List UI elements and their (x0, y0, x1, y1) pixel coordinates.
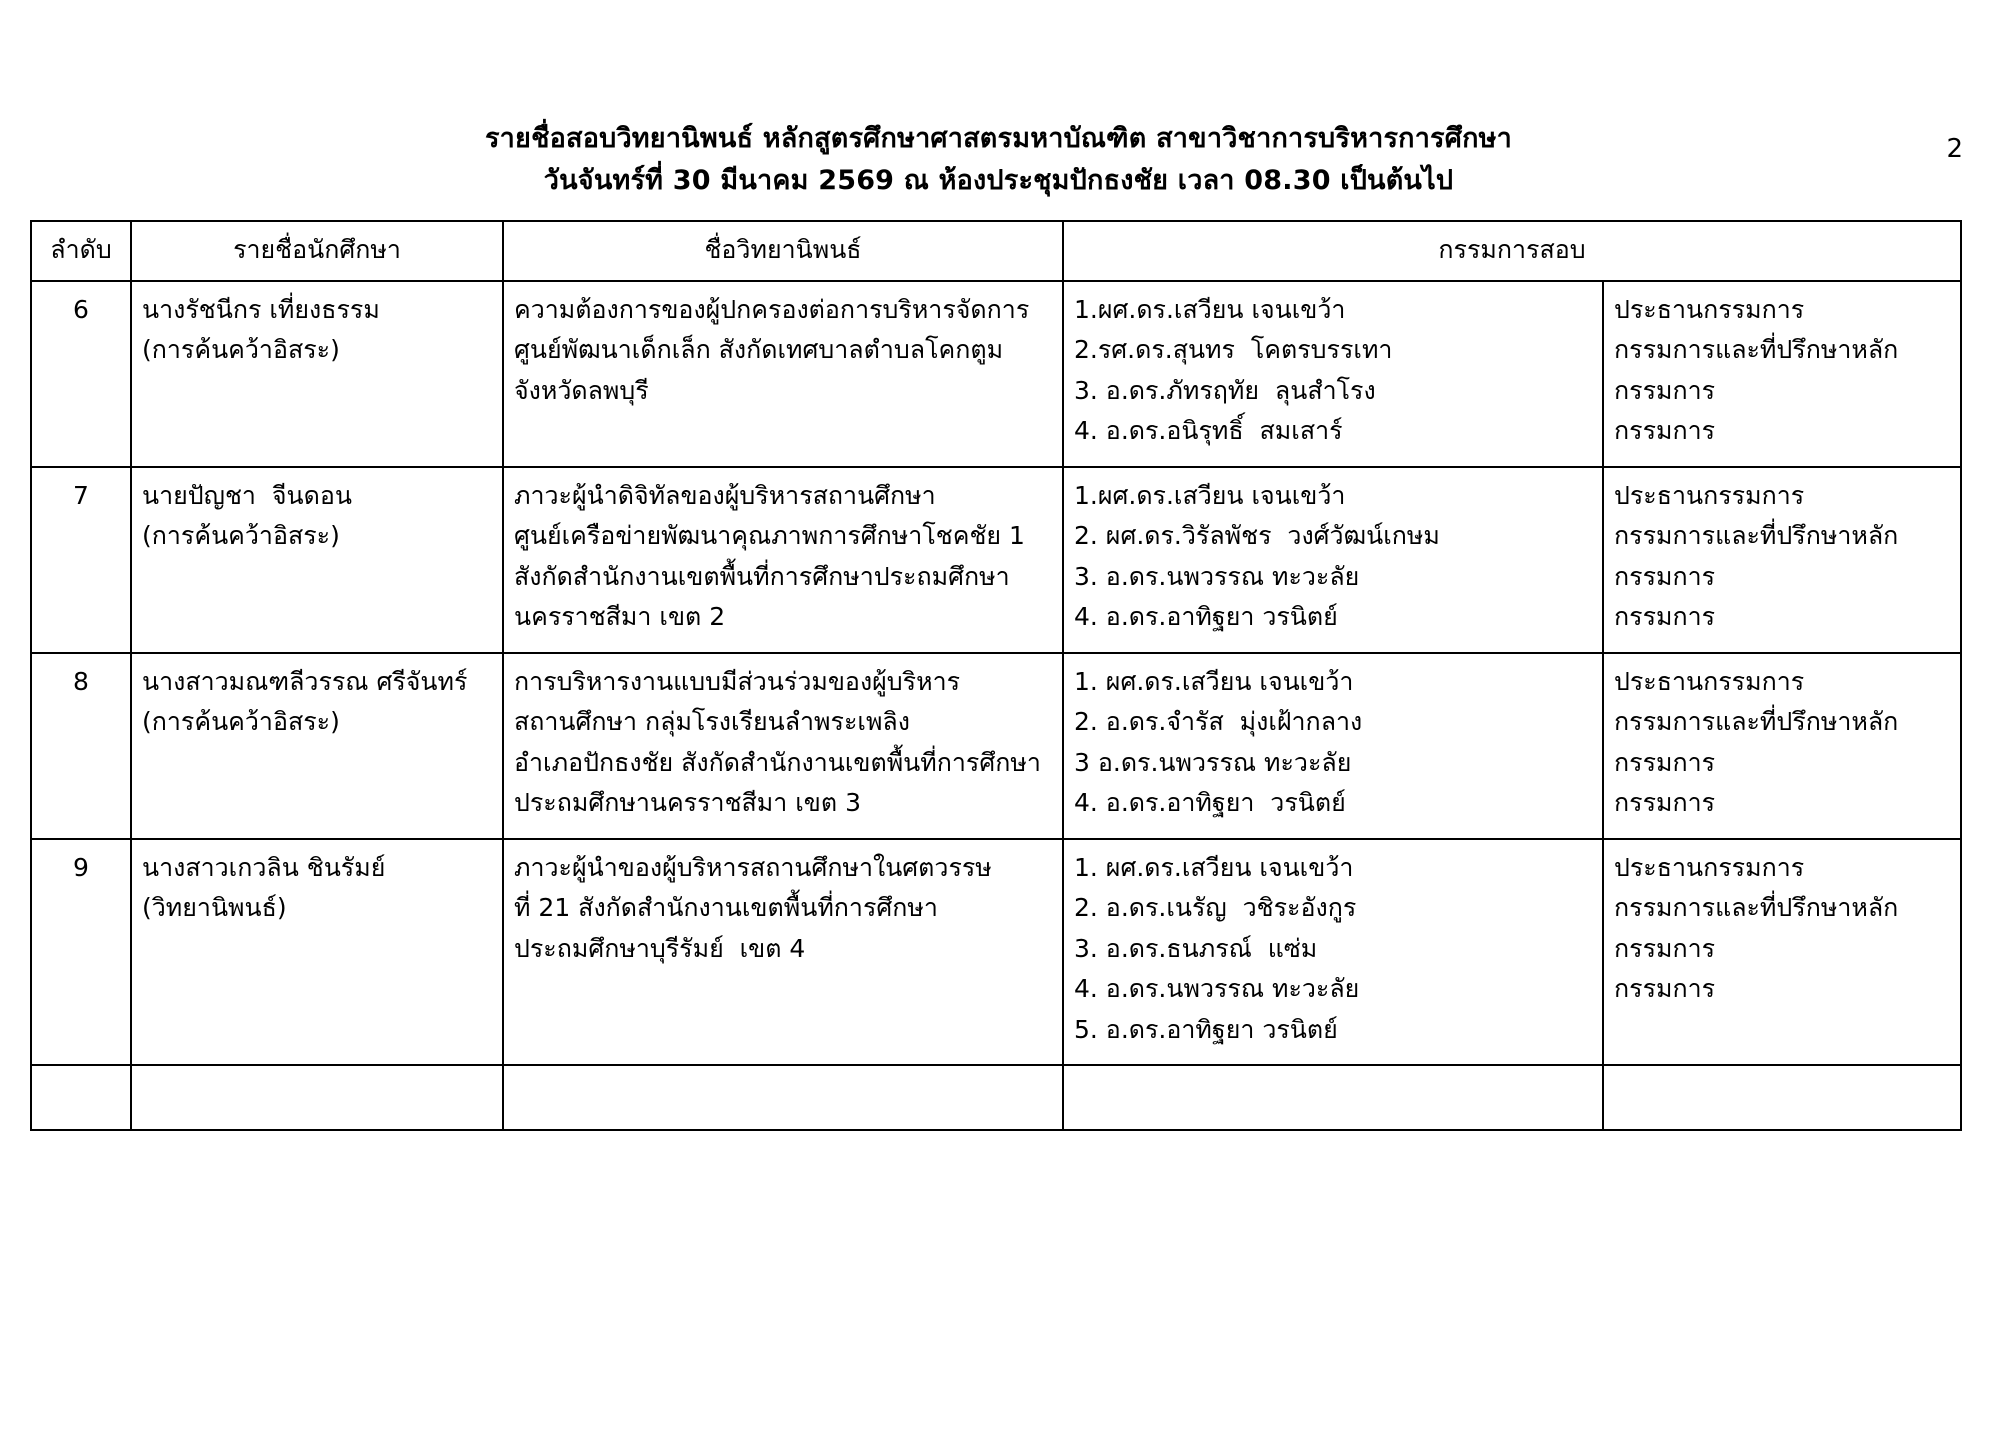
committee-member-line: 3. อ.ดร.ภัทรฤทัย ลุนสำโรง (1074, 375, 1376, 405)
committee-role-line: กรรมการและที่ปรึกษาหลัก (1614, 521, 1899, 551)
committee-role-line: ประธานกรรมการ (1614, 852, 1805, 882)
empty-cell (1063, 1065, 1603, 1130)
header-order: ลำดับ (31, 221, 131, 281)
committee-role-line: กรรมการ (1614, 416, 1716, 446)
committee-member-line: 2. อ.ดร.เนรัญ วชิระอังกูร (1074, 893, 1357, 923)
committee-role-line: กรรมการ (1614, 788, 1716, 818)
table-row (31, 839, 1961, 1066)
thesis-title-line: ที่ 21 สังกัดสำนักงานเขตพื้นที่การศึกษา (514, 893, 938, 923)
thesis-title-line: ประถมศึกษานครราชสีมา เขต 3 (514, 788, 861, 818)
committee-member-line: 1.ผศ.ดร.เสวียน เจนเขว้า (1074, 480, 1346, 510)
committee-role-line: กรรมการ (1614, 974, 1716, 1004)
cell-student-name (131, 653, 503, 839)
committee-role-line: กรรมการ (1614, 747, 1716, 777)
table-row (31, 467, 1961, 653)
cell-committee-members (1063, 839, 1603, 1066)
cell-order-number: 9 (31, 839, 131, 1066)
committee-member-line: 2. ผศ.ดร.วิรัลพัชร วงศ์วัฒน์เกษม (1074, 521, 1440, 551)
empty-cell (503, 1065, 1063, 1130)
cell-committee-members (1063, 467, 1603, 653)
cell-committee-roles (1603, 839, 1961, 1066)
cell-thesis-title (503, 467, 1063, 653)
table-row (31, 653, 1961, 839)
cell-student-name (131, 281, 503, 467)
cell-committee-roles (1603, 653, 1961, 839)
cell-thesis-title (503, 281, 1063, 467)
thesis-title-line: อำเภอปักธงชัย สังกัดสำนักงานเขตพื้นที่การศึกษา (514, 747, 1041, 777)
cell-order-number: 7 (31, 467, 131, 653)
empty-cell (131, 1065, 503, 1130)
document-page (0, 118, 1997, 1436)
committee-member-line: 4. อ.ดร.อนิรุทธิ์ สมเสาร์ (1074, 416, 1343, 446)
student-work-type: (การค้นคว้าอิสระ) (142, 707, 340, 737)
committee-role-line: กรรมการและที่ปรึกษาหลัก (1614, 893, 1899, 923)
header-committee: กรรมการสอบ (1063, 221, 1961, 281)
thesis-title-line: จังหวัดลพบุรี (514, 375, 649, 405)
student-name-text: นางสาวมณฑลีวรรณ ศรีจันทร์ (142, 666, 468, 696)
committee-member-line: 4. อ.ดร.อาทิฐยา วรนิตย์ (1074, 788, 1346, 818)
committee-member-line: 1. ผศ.ดร.เสวียน เจนเขว้า (1074, 666, 1354, 696)
committee-member-line: 4. อ.ดร.อาทิฐยา วรนิตย์ (1074, 602, 1338, 632)
table-row (31, 281, 1961, 467)
thesis-title-line: การบริหารงานแบบมีส่วนร่วมของผู้บริหาร (514, 666, 961, 696)
committee-member-line: 2.รศ.ดร.สุนทร โคตรบรรเทา (1074, 335, 1393, 365)
committee-member-line: 5. อ.ดร.อาทิฐยา วรนิตย์ (1074, 1014, 1338, 1044)
committee-role-line: ประธานกรรมการ (1614, 480, 1805, 510)
committee-role-line: ประธานกรรมการ (1614, 666, 1805, 696)
committee-role-line: กรรมการ (1614, 375, 1716, 405)
cell-committee-roles (1603, 467, 1961, 653)
student-name-text: นางสาวเกวลิน ชินรัมย์ (142, 852, 386, 882)
empty-cell (1603, 1065, 1961, 1130)
cell-thesis-title (503, 839, 1063, 1066)
thesis-title-line: สังกัดสำนักงานเขตพื้นที่การศึกษาประถมศึกษา (514, 561, 1010, 591)
page-number: 2 (1946, 134, 1963, 164)
thesis-title-line: ประถมศึกษาบุรีรัมย์ เขต 4 (514, 933, 806, 963)
thesis-title-line: ภาวะผู้นำของผู้บริหารสถานศึกษาในศตวรรษ (514, 852, 992, 882)
committee-role-line: กรรมการ (1614, 561, 1716, 591)
cell-committee-members (1063, 653, 1603, 839)
committee-role-line: กรรมการและที่ปรึกษาหลัก (1614, 707, 1899, 737)
cell-student-name (131, 467, 503, 653)
table-body (31, 281, 1961, 1130)
thesis-title-line: ศูนย์พัฒนาเด็กเล็ก สังกัดเทศบาลตำบลโคกตูม (514, 335, 1004, 365)
table-empty-row (31, 1065, 1961, 1130)
cell-committee-members (1063, 281, 1603, 467)
cell-order-number: 8 (31, 653, 131, 839)
header-student-name: รายชื่อนักศึกษา (131, 221, 503, 281)
committee-role-line: กรรมการ (1614, 933, 1716, 963)
student-name-text: นายปัญชา จีนดอน (142, 480, 352, 510)
thesis-title-line: ภาวะผู้นำดิจิทัลของผู้บริหารสถานศึกษา (514, 480, 936, 510)
thesis-title-line: นครราชสีมา เขต 2 (514, 602, 726, 632)
exam-schedule-table (30, 220, 1962, 1131)
cell-committee-roles (1603, 281, 1961, 467)
title-line-1: รายชื่อสอบวิทยานิพนธ์ หลักสูตรศึกษาศาสตรมหาบัณฑิต สาขาวิชาการบริหารการศึกษา (484, 123, 1513, 154)
committee-member-line: 1.ผศ.ดร.เสวียน เจนเขว้า (1074, 294, 1346, 324)
student-work-type: (การค้นคว้าอิสระ) (142, 521, 340, 551)
committee-member-line: 1. ผศ.ดร.เสวียน เจนเขว้า (1074, 852, 1354, 882)
document-title (0, 118, 1997, 202)
committee-member-line: 4. อ.ดร.นพวรรณ ทะวะลัย (1074, 974, 1360, 1004)
committee-role-line: กรรมการ (1614, 602, 1716, 632)
empty-cell (31, 1065, 131, 1130)
committee-member-line: 3 อ.ดร.นพวรรณ ทะวะลัย (1074, 747, 1352, 777)
thesis-title-line: สถานศึกษา กลุ่มโรงเรียนลำพระเพลิง (514, 707, 910, 737)
cell-student-name (131, 839, 503, 1066)
committee-role-line: ประธานกรรมการ (1614, 294, 1805, 324)
committee-member-line: 3. อ.ดร.นพวรรณ ทะวะลัย (1074, 561, 1360, 591)
header-thesis-title: ชื่อวิทยานิพนธ์ (503, 221, 1063, 281)
student-work-type: (วิทยานิพนธ์) (142, 893, 287, 923)
student-name-text: นางรัชนีกร เที่ยงธรรม (142, 294, 380, 324)
title-line-2: วันจันทร์ที่ 30 มีนาคม 2569 ณ ห้องประชุมปักธงชัย เวลา 08.30 เป็นต้นไป (543, 164, 1454, 196)
thesis-title-line: ความต้องการของผู้ปกครองต่อการบริหารจัดการ (514, 294, 1030, 324)
thesis-title-line: ศูนย์เครือข่ายพัฒนาคุณภาพการศึกษาโชคชัย 1 (514, 521, 1025, 551)
student-work-type: (การค้นคว้าอิสระ) (142, 335, 340, 365)
committee-member-line: 2. อ.ดร.จำรัส มุ่งเฝ้ากลาง (1074, 707, 1363, 737)
cell-order-number: 6 (31, 281, 131, 467)
committee-member-line: 3. อ.ดร.ธนภรณ์ แซ่ม (1074, 933, 1318, 963)
cell-thesis-title (503, 653, 1063, 839)
committee-role-line: กรรมการและที่ปรึกษาหลัก (1614, 335, 1899, 365)
table-header-row (31, 221, 1961, 281)
